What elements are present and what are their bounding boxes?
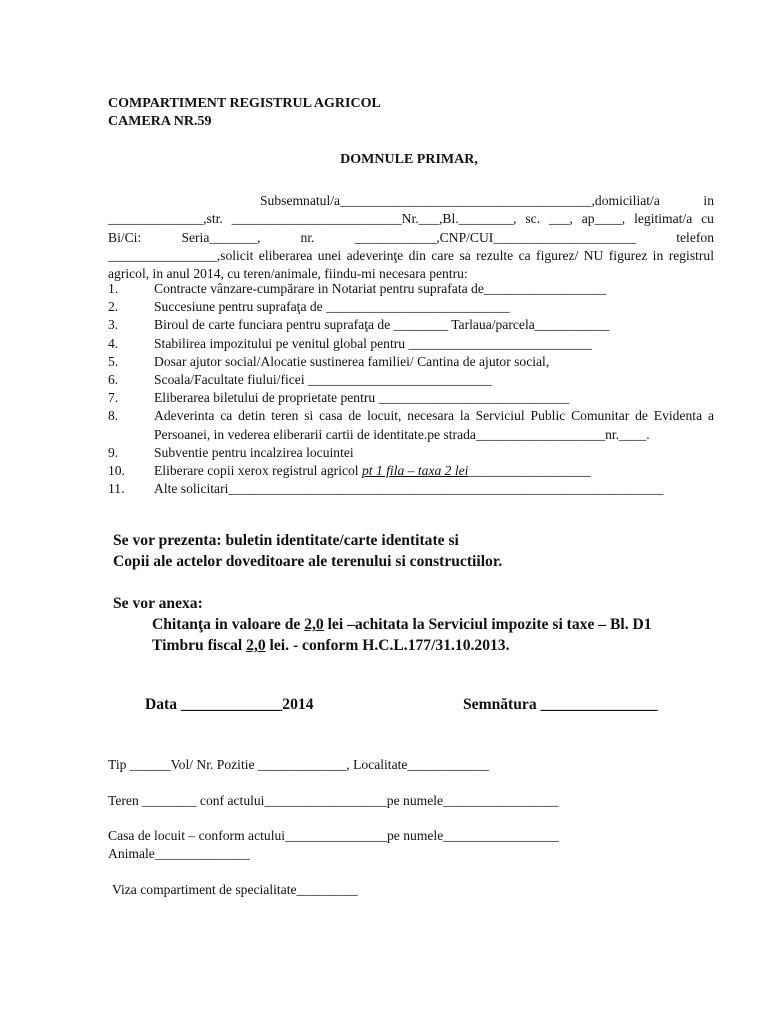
purpose-list [108,280,714,498]
list-item: 4. Stabilirea impozitului pe venitul global pentru ___________________________ [108,335,592,351]
list-item: 11. Alte solicitari________________________________________________________________ [108,481,664,497]
annex-line-2: Timbru fiscal 2,0 lei. - conform H.C.L.177/31.10.2013. [152,637,510,654]
intro-line-5: registrul agricol, in anul 2014, cu teren/animale, fiindu-mi necesara pentru: [108,247,714,282]
date-field: Data _____________2014 [145,696,314,713]
list-item: 10. Eliberare copii xerox registrul agricol pt 1 fila – taxa 2 lei__________________ [108,463,591,479]
list-item: 7. Eliberarea biletului de proprietate pentru ____________________________ [108,390,569,406]
footer-animals-line: Animale______________ [108,846,250,861]
document-header [108,95,381,131]
header-department: COMPARTIMENT REGISTRUL AGRICOL [108,96,381,111]
list-item: 5. Dosar ajutor social/Alocatie sustinerea familiei/ Cantina de ajutor social, [108,353,550,369]
required-documents [113,530,502,572]
intro-line-2: ______________,str. _________________________Nr.___,Bl.________, sc. ___, ap____, [108,211,626,227]
footer-house-line: Casa de locuit – conform actului_______________pe numele_________________ [108,828,559,843]
list-item: 6. Scoala/Facultate fiului/ficei ___________________________ [108,372,492,388]
footer-land-line: Teren ________ conf actului__________________pe numele_________________ [108,793,559,808]
page-title: DOMNULE PRIMAR, [340,152,478,167]
required-line-2: Copii ale actelor doveditoare ale terenului si constructiilor. [113,553,503,570]
intro-paragraph [108,192,714,283]
list-item: 3. Biroul de carte funciara pentru suprafaţa de ________ Tarlaua/parcela___________ [108,317,610,333]
intro-line-4: ________________,solicit eliberarea unei adeverinţe din care sa rezulte ca figurez/ NU figurez in [108,247,664,263]
list-item: 9. Subventie pentru incalzirea locuintei [108,444,354,460]
header-room: CAMERA NR.59 [108,114,212,129]
required-line-1: Se vor prezenta: buletin identitate/carte identitate si [113,532,459,549]
annex-list [152,614,652,656]
footer-visa-line: Viza compartiment de specialitate_________ [112,882,358,897]
intro-line-3: legitimat/a cu Bi/Ci: Seria_______, nr. ____________,CNP/CUI_____________________ telefon [108,211,714,245]
annex-line-1: Chitanţa in valoare de 2,0 lei –achitata la Serviciul impozite si taxe – Bl. D1 [152,616,652,633]
list-item: 1. Contracte vânzare-cumpărare in Notariat pentru suprafata de__________________ [108,281,607,296]
list-item: 2. Succesiune pentru suprafaţa de ___________________________ [108,299,510,315]
intro-line-1: Subsemnatul/a_____________________________________,domiciliat/a in [260,193,714,208]
footer-house-block [108,827,559,863]
list-item: 8. Adeverinta ca detin teren si casa de locuit, necesara la Serviciul Public Comunitar de Evidenta a Persoanei, in vederea eliberarii cartii de identitate.pe strada___________________nr.____. [108,408,714,442]
footer-type-line: Tip ______Vol/ Nr. Pozitie _____________, Localitate____________ [108,757,489,772]
signature-field: Semnătura _______________ [463,696,658,713]
annex-heading: Se vor anexa: [113,595,203,612]
